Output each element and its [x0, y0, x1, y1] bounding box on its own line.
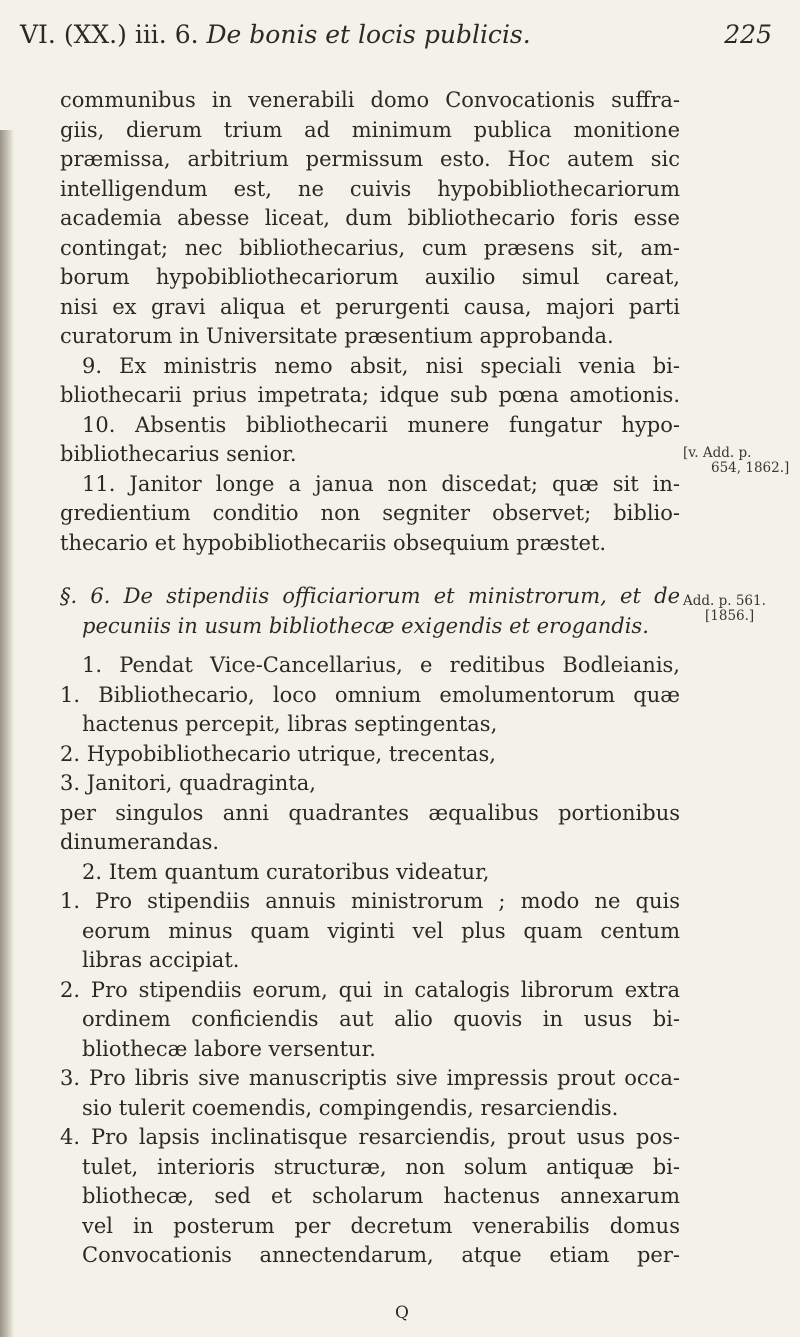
text-line: intelligendum est, ne cuivis hypobibliothecariorum	[60, 176, 680, 201]
margin-note-2-line2: [1856.]	[705, 608, 755, 624]
text-line: 3. Pro libris sive manuscriptis sive impressis prout occa-	[60, 1066, 680, 1090]
running-header	[20, 20, 780, 60]
text-line: gredientium conditio non segniter observet; biblio-	[60, 501, 680, 525]
margin-note-1-line1: [v. Add. p.	[683, 445, 752, 461]
text-line: thecario et hypobibliothecariis obsequium præstet.	[60, 530, 607, 555]
text-line: dinumerandas.	[60, 830, 220, 854]
text-line: ordinem conficiendis aut alio quovis in usus bi-	[82, 1007, 680, 1031]
text-line: Convocationis annectendarum, atque etiam per-	[82, 1243, 680, 1267]
section-heading-line2: pecuniis in usum bibliothecæ exigendis et erogandis.	[82, 613, 649, 638]
text-line: bibliothecarius senior.	[60, 442, 297, 466]
text-line: hactenus percepit, libras septingentas,	[82, 712, 498, 736]
section-gap	[60, 558, 680, 582]
body-text	[60, 86, 680, 1271]
text-line: 2. Hypobibliothecario utrique, trecentas,	[60, 741, 496, 766]
text-line: eorum minus quam viginti vel plus quam centum	[82, 918, 680, 943]
text-line: vel in posterum per decretum venerabilis domus	[82, 1213, 680, 1238]
header-left	[20, 20, 531, 49]
text-line: libras accipiat.	[82, 948, 240, 972]
text-line: 3. Janitori, quadraginta,	[60, 771, 316, 795]
text-line: giis, dierum trium ad minimum publica monitione	[60, 117, 680, 142]
text-line: borum hypobibliothecariorum auxilio simul careat,	[60, 265, 680, 289]
margin-note-1	[683, 446, 789, 476]
text-line: 10. Absentis bibliothecarii munere fungatur hypo-	[82, 412, 680, 437]
text-line: 1. Pro stipendiis annuis ministrorum ; modo ne quis	[60, 889, 680, 913]
text-line: 2. Pro stipendiis eorum, qui in catalogis librorum extra	[60, 977, 680, 1002]
text-line: 9. Ex ministris nemo absit, nisi speciali venia bi-	[82, 353, 680, 378]
margin-note-1-line2: 654, 1862.]	[711, 460, 790, 476]
text-line: academia abesse liceat, dum bibliothecario foris esse	[60, 206, 680, 230]
text-line: bliothecæ labore versentur.	[82, 1036, 376, 1061]
text-line: contingat; nec bibliothecarius, cum præsens sit, am-	[60, 235, 680, 260]
text-line: præmissa, arbitrium permissum esto. Hoc autem sic	[60, 147, 680, 171]
header-title: De bonis et locis publicis.	[206, 20, 531, 49]
margin-note-2-line1: Add. p. 561.	[683, 593, 766, 609]
margin-note-2	[683, 594, 766, 624]
text-line: sio tulerit coemendis, compingendis, resarciendis.	[82, 1095, 619, 1120]
header-roman: VI. (XX.) iii. 6.	[20, 20, 199, 49]
text-line: per singulos anni quadrantes æqualibus portionibus	[60, 800, 680, 825]
text-line: 4. Pro lapsis inclinatisque resarciendis, prout usus pos-	[60, 1125, 680, 1149]
binding-shadow	[0, 130, 14, 1337]
text-line: 1. Pendat Vice-Cancellarius, e reditibus Bodleianis,	[82, 653, 680, 677]
page-number: 225	[724, 20, 772, 49]
text-line: nisi ex gravi aliqua et perurgenti causa, majori parti	[60, 294, 680, 319]
text-line: 11. Janitor longe a janua non discedat; quæ sit in-	[82, 471, 680, 496]
section-heading-line1: §. 6. De stipendiis officiariorum et ministrorum, et de	[60, 584, 680, 608]
text-line: communibus in venerabili domo Convocationis suffra-	[60, 88, 680, 112]
text-line: 1. Bibliothecario, loco omnium emolumentorum quæ	[60, 682, 680, 707]
text-line: curatorum in Universitate præsentium approbanda.	[60, 324, 614, 348]
text-line: 2. Item quantum curatoribus videatur,	[82, 859, 490, 884]
text-line: tulet, interioris structuræ, non solum antiquæ bi-	[82, 1154, 680, 1179]
text-line: bliothecæ, sed et scholarum hactenus annexarum	[82, 1184, 680, 1208]
text-line: bliothecarii prius impetrata; idque sub pœna amotionis.	[60, 383, 680, 407]
signature-mark: Q	[395, 1303, 409, 1323]
